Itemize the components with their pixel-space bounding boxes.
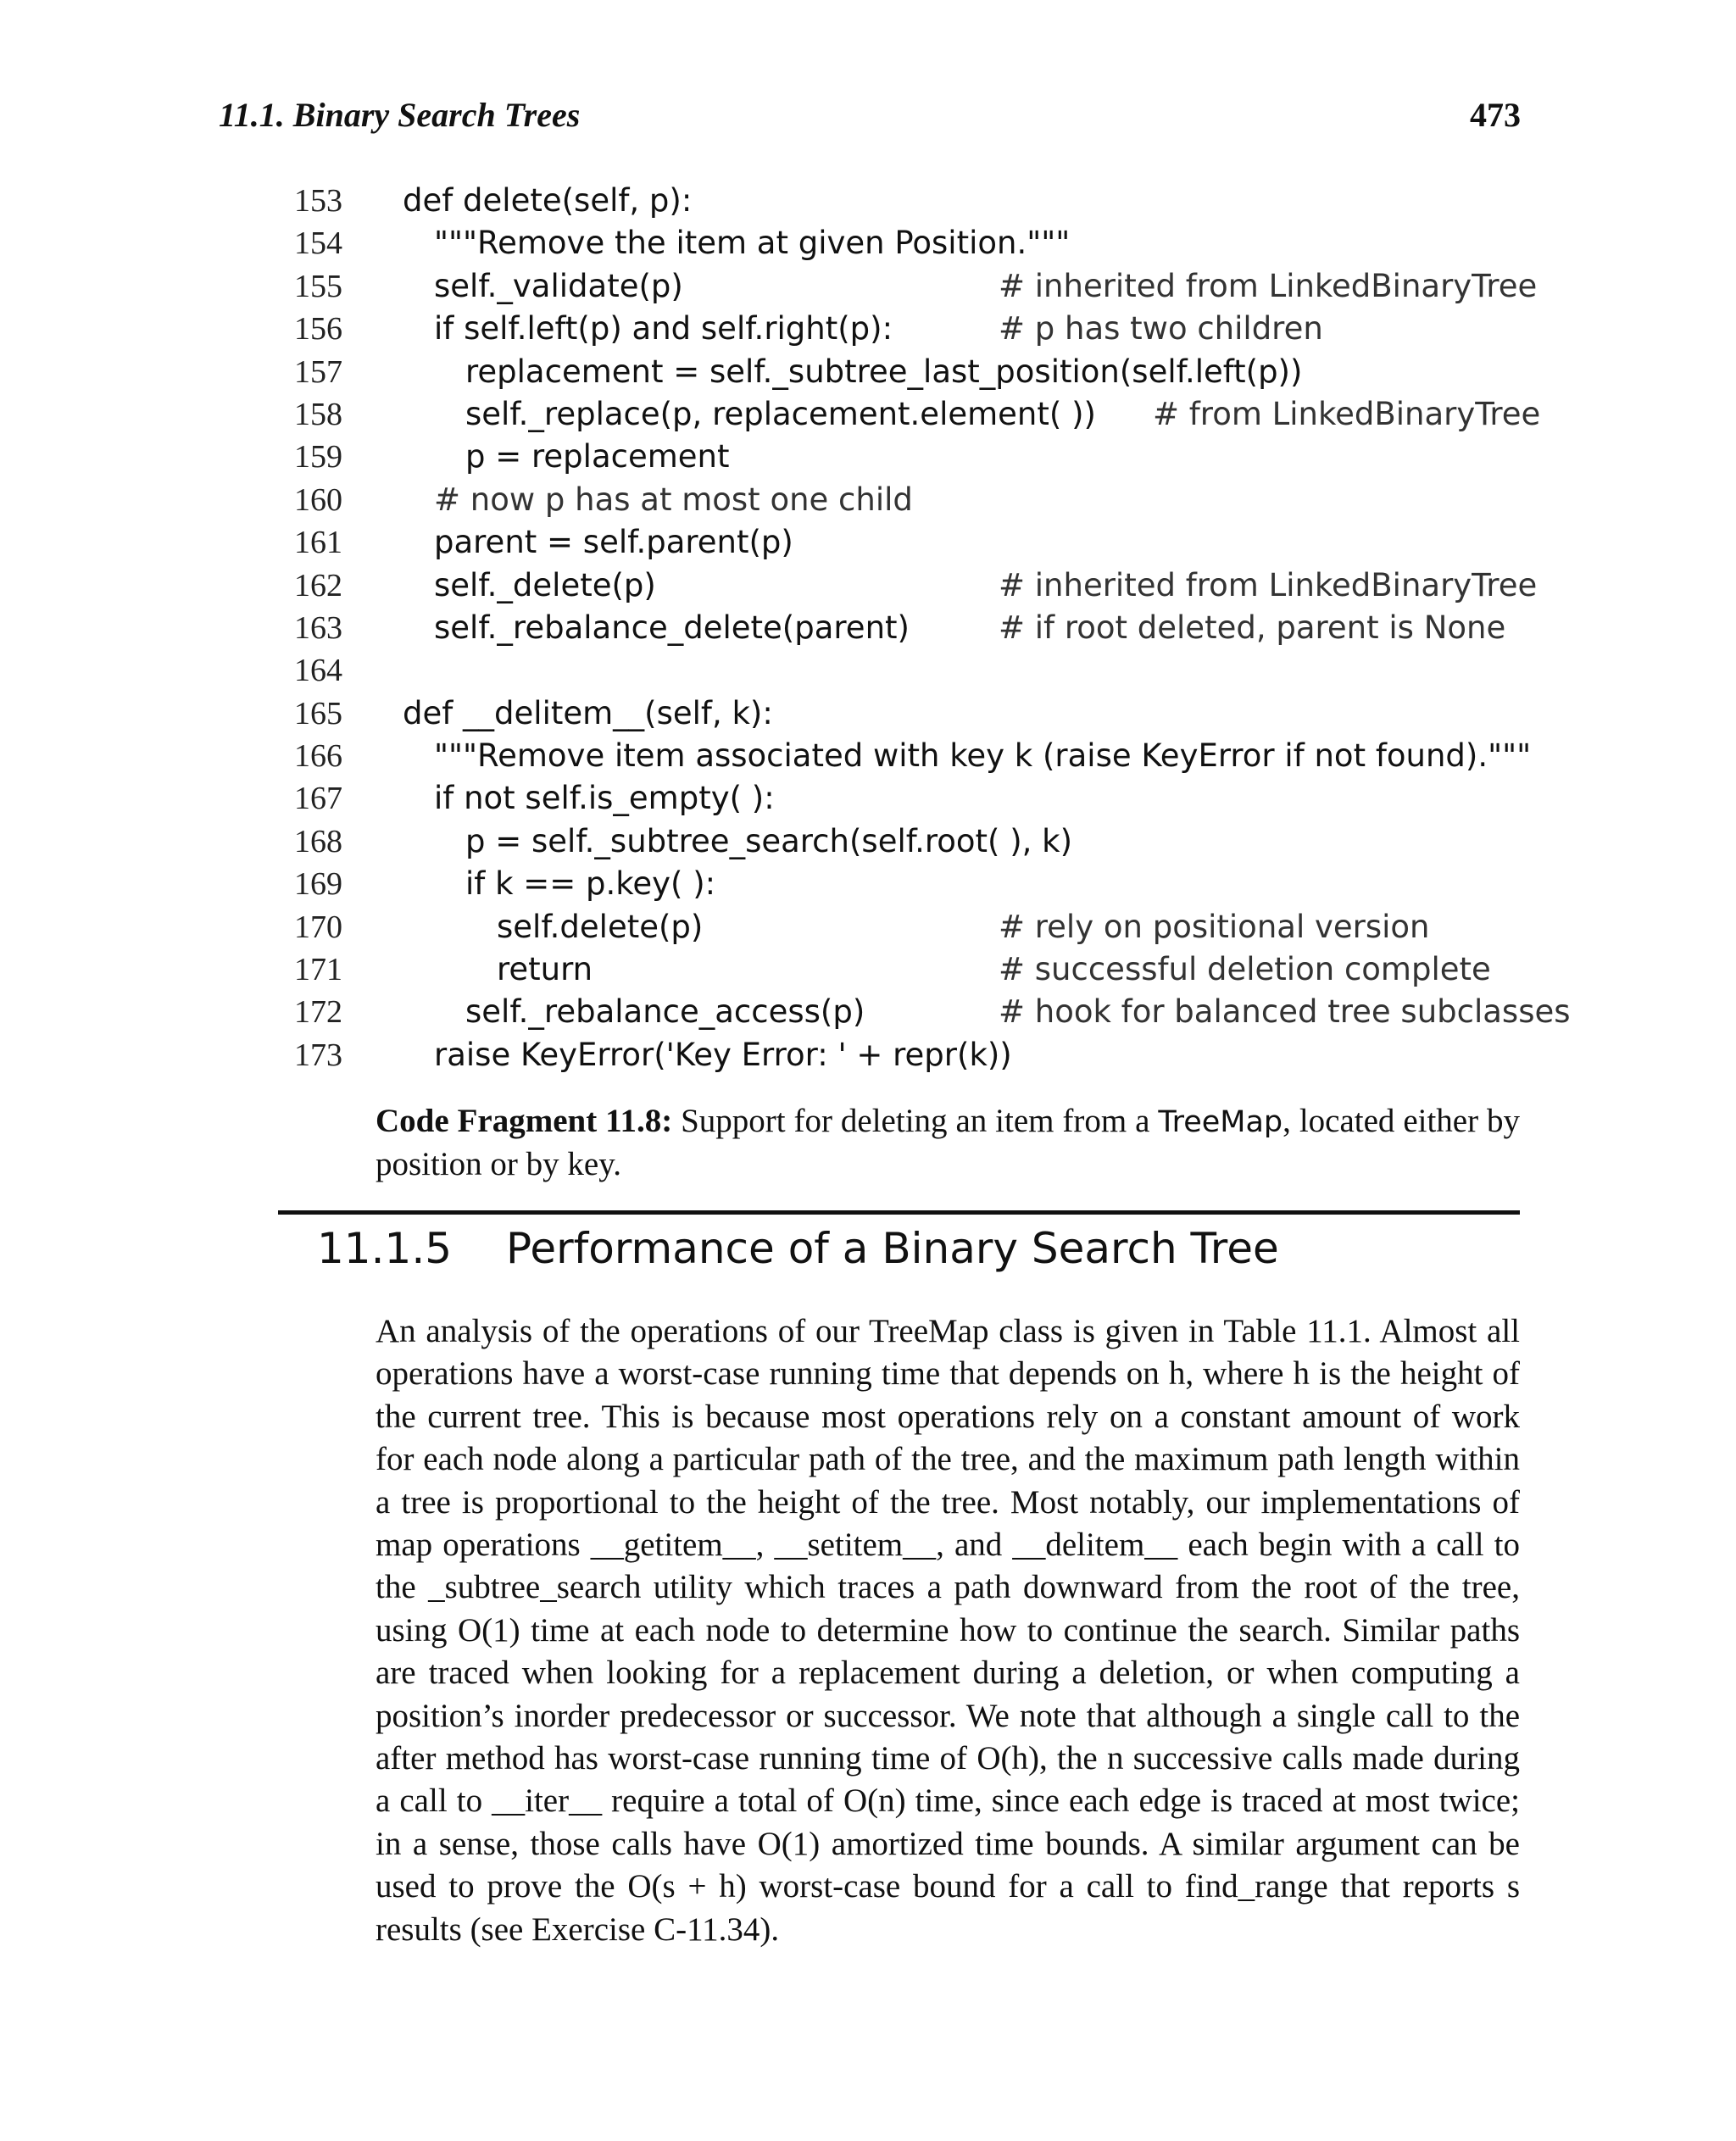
code-line <box>288 649 1526 692</box>
code-line <box>288 863 1526 905</box>
code-line <box>288 777 1526 820</box>
code-text: if not self.is_empty( ): <box>434 780 775 817</box>
line-number: 171 <box>294 952 342 988</box>
code-line <box>288 180 1526 222</box>
code-text: def __delitem__(self, k): <box>403 694 773 731</box>
line-number: 167 <box>294 781 342 817</box>
code-line <box>288 906 1526 948</box>
code-line <box>288 351 1526 393</box>
code-text: self._replace(p, replacement.element( )) <box>465 395 1096 432</box>
body-paragraph: An analysis of the operations of our TreeMap class is given in Table 11.1. Almost all operations have a worst-case running time that depends on h, where h is the height of the current tree. This is because most operations rely on a constant amount of work for each node along a particular path of the tree, and the maximum path length within a tree is proportional to the height of the tree. Most notably, our implementations of map operations __getitem__, __setitem__, and __delitem__ each begin with a call to the _subtree_search utility which traces a path downward from the root of the tree, using O(1) time at each node to determine how to continue the search. Similar paths are traced when looking for a replacement during a deletion, or when computing a position’s inorder predecessor or successor. We note that although a single call to the after method has worst-case running time of O(h), the n successive calls made during a call to __iter__ require a total of O(n) time, since each edge is traced at most twice; in a sense, those calls have O(1) amortized time bounds. A similar argument can be used to prove the O(s + h) worst-case bound for a call to find_range that reports s results (see Exercise C-11.34). <box>376 1313 1520 1948</box>
line-number: 153 <box>294 183 342 219</box>
code-line <box>288 393 1541 436</box>
code-comment: # p has two children <box>999 310 1323 348</box>
caption-label: Code Fragment 11.8: <box>376 1103 673 1139</box>
code-line <box>288 692 1526 735</box>
code-comment: # inherited from LinkedBinaryTree <box>999 566 1538 603</box>
line-number: 161 <box>294 525 342 561</box>
code-comment: # hook for balanced tree subclasses <box>999 993 1571 1031</box>
code-text: replacement = self._subtree_last_position(self.left(p)) <box>465 353 1303 390</box>
code-text: def delete(self, p): <box>403 182 693 219</box>
section-heading <box>317 1224 1521 1283</box>
code-text: self.delete(p) <box>497 908 704 945</box>
code-listing <box>288 180 1571 1076</box>
code-text: if self.left(p) and self.right(p): <box>434 310 893 348</box>
code-caption <box>376 1100 1520 1186</box>
line-number: 168 <box>294 823 342 859</box>
code-comment: # if root deleted, parent is None <box>999 609 1506 646</box>
section-number: 11.1.5 <box>317 1224 453 1273</box>
line-number: 165 <box>294 695 342 731</box>
code-comment: # rely on positional version <box>999 908 1430 945</box>
running-header <box>219 95 1521 146</box>
code-comment: # successful deletion complete <box>999 951 1491 988</box>
line-number: 157 <box>294 353 342 390</box>
code-line <box>288 521 1526 564</box>
line-number: 154 <box>294 225 342 262</box>
code-line <box>288 607 1526 649</box>
line-number: 173 <box>294 1037 342 1073</box>
line-number: 170 <box>294 909 342 945</box>
code-line <box>288 948 1526 991</box>
code-line <box>288 222 1526 264</box>
code-line <box>288 820 1526 863</box>
header-section-title: 11.1. Binary Search Trees <box>219 96 581 134</box>
code-text: raise KeyError('Key Error: ' + repr(k)) <box>434 1036 1012 1073</box>
line-number: 163 <box>294 609 342 646</box>
code-comment: # inherited from LinkedBinaryTree <box>999 267 1538 304</box>
line-number: 166 <box>294 738 342 775</box>
code-text: """Remove the item at given Position.""" <box>434 225 1071 262</box>
code-text: return <box>497 951 593 988</box>
body-text <box>376 1310 1520 1951</box>
line-number: 155 <box>294 268 342 304</box>
code-text: parent = self.parent(p) <box>434 524 793 561</box>
code-text: # now p has at most one child <box>434 481 913 518</box>
line-number: 169 <box>294 866 342 903</box>
code-line <box>288 436 1526 478</box>
code-text: """Remove item associated with key k (raise KeyError if not found).""" <box>434 737 1532 775</box>
code-text: if k == p.key( ): <box>465 865 716 903</box>
code-comment: # from LinkedBinaryTree <box>1153 395 1541 432</box>
line-number: 159 <box>294 439 342 475</box>
code-line <box>288 991 1571 1033</box>
code-line <box>288 308 1526 350</box>
code-line <box>288 265 1538 308</box>
code-text: p = self._subtree_search(self.root( ), k) <box>465 822 1073 859</box>
code-text: self._delete(p) <box>434 566 656 603</box>
code-text: self._rebalance_access(p) <box>465 993 865 1031</box>
line-number: 160 <box>294 481 342 518</box>
section-rule <box>278 1210 1520 1215</box>
code-text: p = replacement <box>465 438 730 475</box>
section-title: Performance of a Binary Search Tree <box>505 1224 1279 1273</box>
code-text: self._rebalance_delete(parent) <box>434 609 910 646</box>
code-line <box>288 1034 1526 1076</box>
code-line <box>288 735 1532 777</box>
line-number: 172 <box>294 994 342 1031</box>
line-number: 156 <box>294 311 342 348</box>
line-number: 162 <box>294 567 342 603</box>
code-line <box>288 564 1538 607</box>
caption-text-after: , located either by position or by key. <box>376 1103 1521 1182</box>
code-text: self._validate(p) <box>434 267 683 304</box>
caption-class-name: TreeMap <box>1158 1105 1283 1139</box>
page-number: 473 <box>1470 96 1521 134</box>
line-number: 164 <box>294 653 342 689</box>
line-number: 158 <box>294 396 342 432</box>
caption-text-before: Support for deleting an item from a <box>681 1103 1150 1139</box>
code-line <box>288 479 1526 521</box>
